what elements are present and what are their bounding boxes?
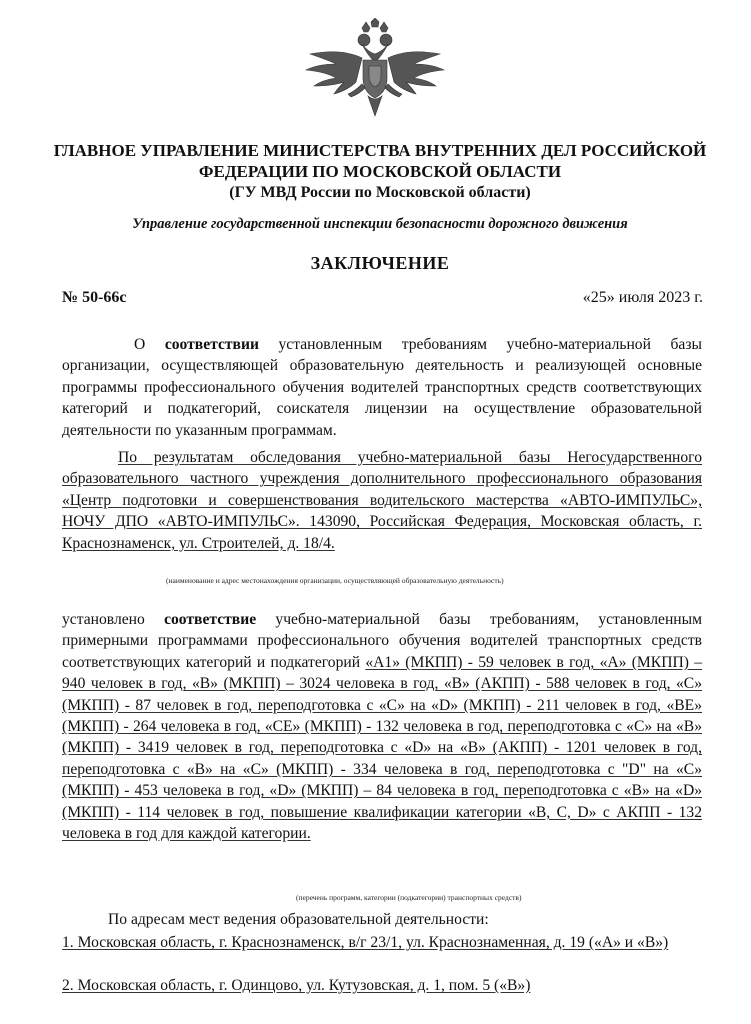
document-title: ЗАКЛЮЧЕНИЕ	[310, 253, 450, 273]
ministry-header-line-2: ФЕДЕРАЦИИ ПО МОСКОВСКОЙ ОБЛАСТИ	[198, 162, 562, 181]
established-prefix: установлено	[62, 611, 165, 628]
addresses-intro: По адресам мест ведения образовательной деятельности:	[108, 911, 489, 928]
double-headed-eagle-emblem-icon	[300, 18, 450, 128]
document-number: № 50-66с	[62, 289, 127, 306]
organization-caption-note: (наименование и адрес местонахождения организации, осуществляющей образовательную деятельность)	[166, 576, 504, 585]
ministry-header-line-1: ГЛАВНОЕ УПРАВЛЕНИЕ МИНИСТЕРСТВА ВНУТРЕННИХ ДЕЛ РОССИЙСКОЙ	[53, 141, 707, 160]
established-text: учебно-материальной базы требованиям, установленным примерными программами профессионального обучения водителей транспортных средств соответствующих категорий и подкатегорий	[62, 611, 702, 671]
intro-prefix: О	[134, 336, 165, 353]
intro-bold-word: соответствии	[164, 336, 259, 353]
department-name: Управление государственной инспекции безопасности дорожного движения	[132, 216, 628, 232]
ministry-header-abbreviation: (ГУ МВД России по Московской области)	[229, 184, 531, 201]
address-item: 2. Московская область, г. Одинцово, ул. Кутузовская, д. 1, пом. 5 («В»)	[62, 977, 531, 994]
address-item: 1. Московская область, г. Краснознаменск, в/г 23/1, ул. Краснознаменная, д. 19 («А» и «В»)	[62, 934, 669, 951]
document-date: «25» июля 2023 г.	[582, 289, 703, 306]
intro-paragraph	[62, 334, 702, 441]
intro-text: установленным требованиям учебно-материальной базы организации, осуществляющей образовательную деятельность и реализующей основные программы профессионального обучения водителей транспортных средств соответствующих категорий и подкатегорий, соискателя лицензии на осуществление образовательной деятельности по указанным программам.	[62, 336, 702, 439]
programs-list: «А1» (МКПП) - 59 человек в год, «А» (МКПП) – 940 человек в год, «В» (МКПП) – 3024 человека в год, «В» (АКПП) - 588 человек в год, «С» (МКПП) - 87 человек в год, переподготовка с «С» на «D» (МКПП) - 211 человек в год, «ВЕ» (МКПП) - 264 человека в год, «СЕ» (МКПП) - 132 человека в год, переподготовка с «С» на «В» (МКПП) - 3419 человек в год, переподготовка с «D» на «В» (АКПП) - 1201 человек в год, переподготовка с «В» на «С» (МКПП) - 334 человека в год, переподготовка с "D" на «С» (МКПП) - 453 человека в год, «D» (МКПП) – 84 человека в год, переподготовка с «В» на «D» (МКПП) - 114 человек в год, повышение квалификации категории «В, С, D» с АКПП - 132 человека в год для каждой категории.	[62, 653, 702, 843]
established-paragraph	[62, 609, 702, 844]
established-bold-word: соответствие	[164, 611, 257, 628]
inspection-result-paragraph: По результатам обследования учебно-материальной базы Негосударственного образовательного частного учреждения дополнительного профессионального образования «Центр подготовки и совершенствования водительского мастерства «АВТО-ИМПУЛЬС», НОЧУ ДПО «АВТО-ИМПУЛЬС». 143090, Российская Федерация, Московская область, г. Краснознаменск, ул. Строителей, д. 18/4.	[62, 449, 702, 552]
programs-caption-note: (перечень программ, категории (подкатегории) транспортных средств)	[296, 893, 522, 902]
